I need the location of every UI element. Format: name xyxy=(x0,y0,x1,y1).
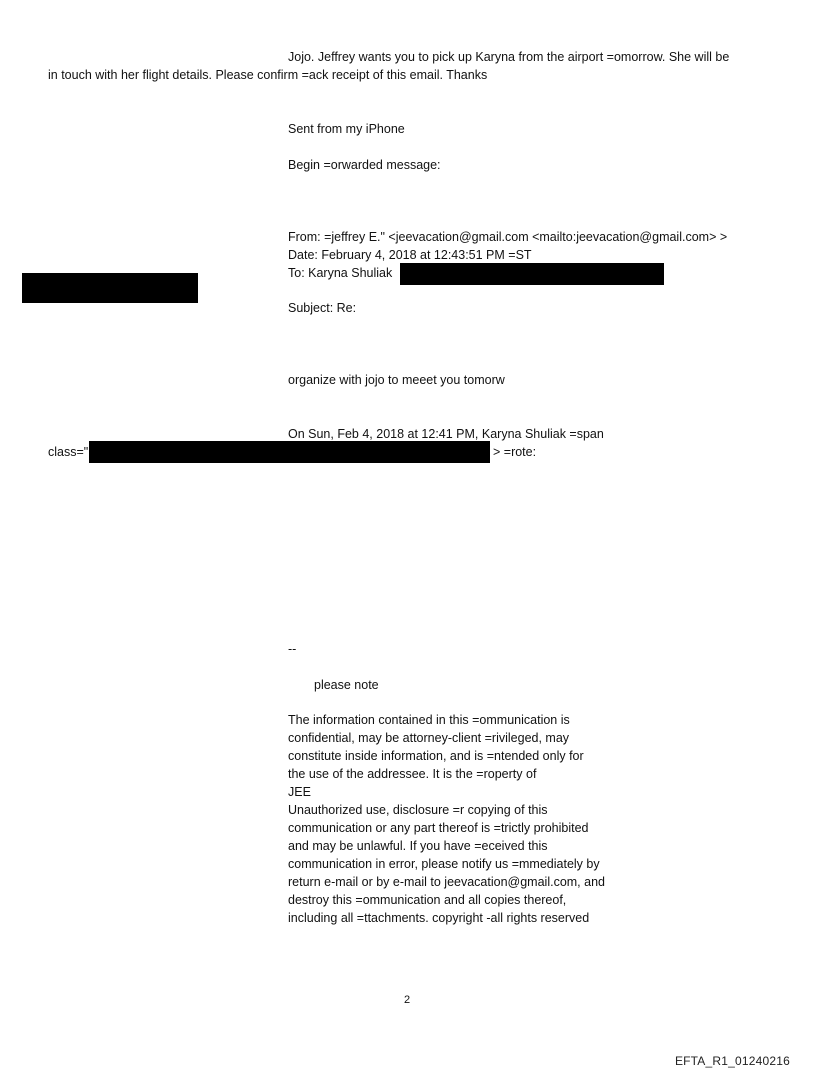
intro-line-2: in touch with her flight details. Please confirm =ack receipt of this email. Thanks xyxy=(48,68,488,82)
disclaimer-line: return e-mail or by e-mail to jeevacation@gmail.com, and xyxy=(288,875,605,889)
intro-line-1: Jojo. Jeffrey wants you to pick up Karyna from the airport =omorrow. She will be xyxy=(288,50,730,64)
page-number: 2 xyxy=(404,994,411,1006)
disclaimer-line: the use of the addressee. It is the =roperty of xyxy=(288,767,537,781)
disclaimer-line: communication or any part thereof is =trictly prohibited xyxy=(288,821,589,835)
disclaimer-line: JEE xyxy=(288,785,311,799)
quoted-header-line-1: On Sun, Feb 4, 2018 at 12:41 PM, Karyna Shuliak =span xyxy=(288,427,604,441)
redaction-bar-to-address xyxy=(400,263,664,285)
disclaimer-line: including all =ttachments. copyright -all rights reserved xyxy=(288,911,590,925)
disclaimer-line: destroy this =ommunication and all copies thereof, xyxy=(288,893,567,907)
redaction-bar-quoted-sender xyxy=(89,441,490,463)
confidentiality-disclaimer xyxy=(288,711,648,927)
forwarded-to-line: To: Karyna Shuliak xyxy=(288,266,393,280)
document-id-footer: EFTA_R1_01240216 xyxy=(674,1054,790,1068)
disclaimer-line: communication in error, please notify us =mmediately by xyxy=(288,857,600,871)
disclaimer-line: confidential, may be attorney-client =rivileged, may xyxy=(288,731,570,745)
signature-separator: -- xyxy=(288,642,297,656)
sent-from-line: Sent from my iPhone xyxy=(288,122,405,136)
forwarded-subject-line: Subject: Re: xyxy=(288,301,357,315)
forwarded-date-line: Date: February 4, 2018 at 12:43:51 PM =ST xyxy=(288,248,532,262)
forwarded-from-line: From: =jeffrey E." <jeevacation@gmail.com <mailto:jeevacation@gmail.com> > xyxy=(288,230,728,244)
quoted-header-wrote-suffix: > =rote: xyxy=(493,445,537,459)
please-note-heading: please note xyxy=(314,678,379,692)
disclaimer-line: and may be unlawful. If you have =eceived this xyxy=(288,839,548,853)
forwarded-message-label: Begin =orwarded message: xyxy=(288,158,441,172)
reply-body-text: organize with jojo to meeet you tomorw xyxy=(288,373,505,387)
disclaimer-line: constitute inside information, and is =ntended only for xyxy=(288,749,584,763)
disclaimer-line: Unauthorized use, disclosure =r copying of this xyxy=(288,803,548,817)
quoted-header-class-prefix: class=" xyxy=(48,445,89,459)
redaction-bar-left-margin xyxy=(22,273,198,303)
disclaimer-line: The information contained in this =ommunication is xyxy=(288,713,570,727)
